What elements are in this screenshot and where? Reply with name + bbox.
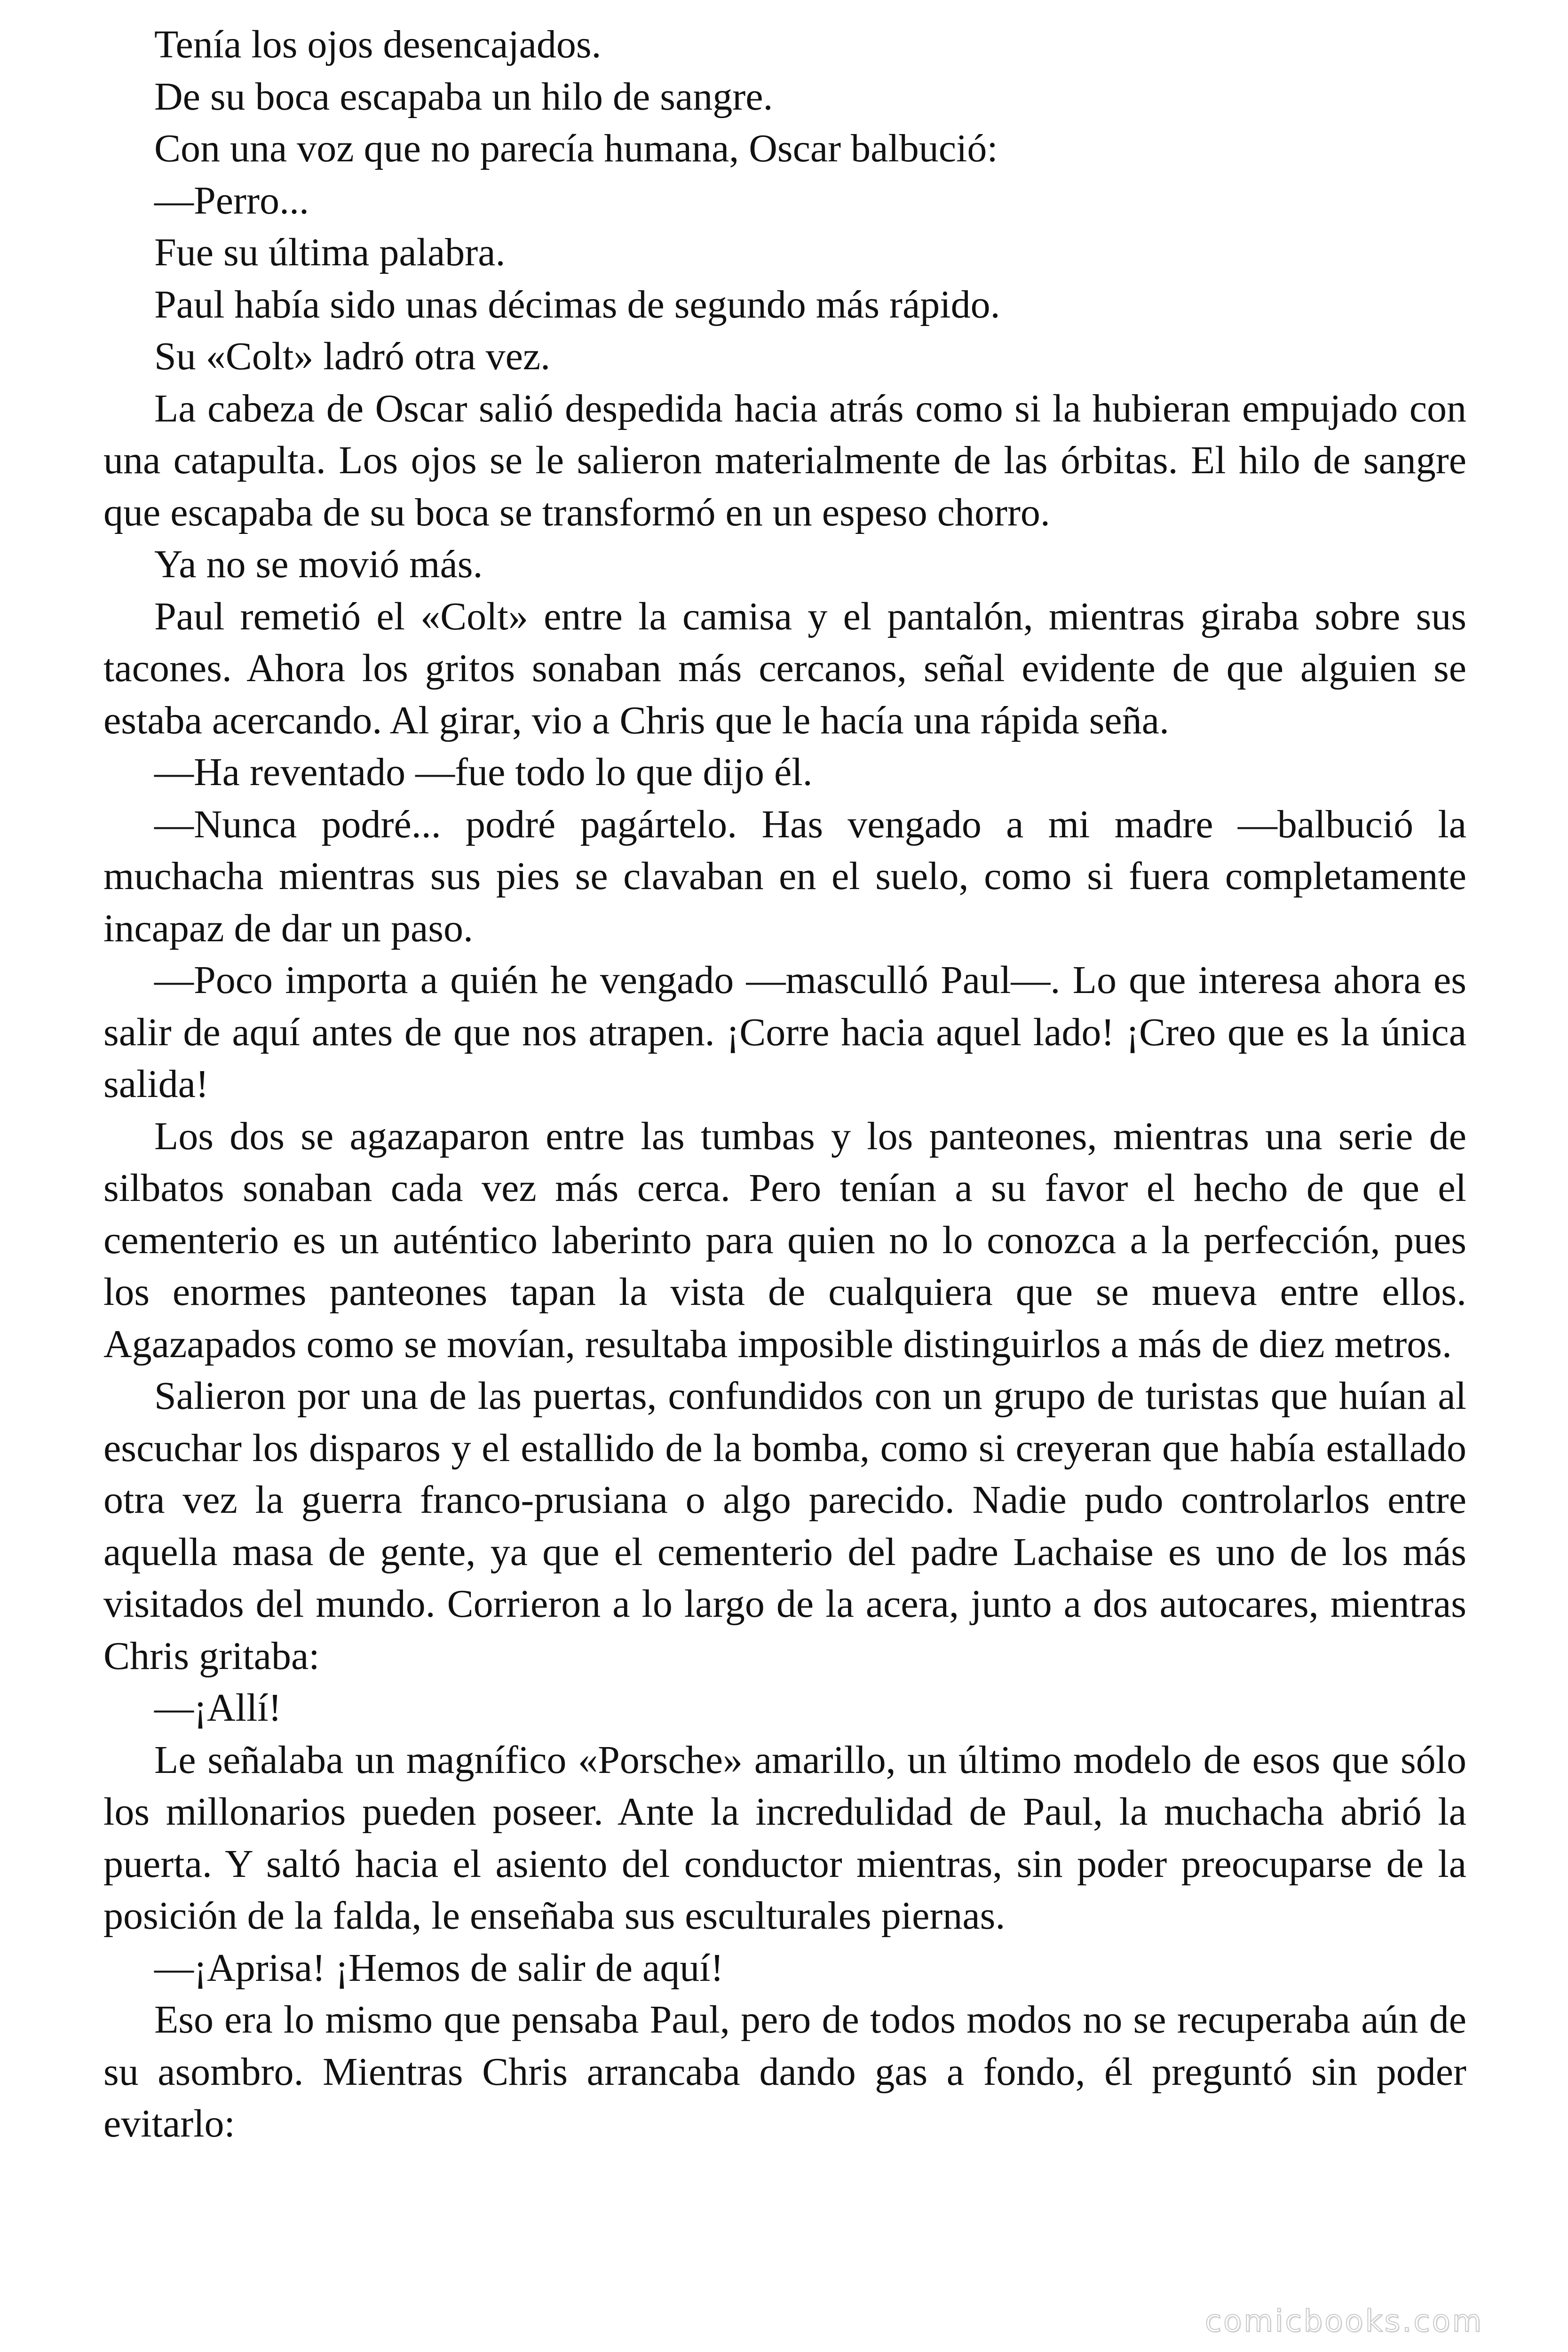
paragraph: La cabeza de Oscar salió despedida hacia atrás como si la hubieran empujado con una catapulta. Los ojos se le salieron materialmente de las órbitas. El hilo de sangre que escapaba de su boca se transformó en un espeso chorro. [103,386,1466,534]
paragraph: Fue su última palabra. [154,230,506,274]
paragraph: Con una voz que no parecía humana, Oscar balbució: [154,127,998,170]
paragraph: De su boca escapaba un hilo de sangre. [154,74,773,119]
watermark: comicbooks.com [1204,2304,1483,2339]
paragraph: Los dos se agazaparon entre las tumbas y los panteones, mientras una serie de silbatos sonaban cada vez más cerca. Pero tenían a su favor el hecho de que el cementerio es un auténtico laberinto para quien no lo conozca a la perfección, pues los enormes panteones tapan la vista de cualquiera que se mueva entre ellos. Agazapados como se movían, resultaba imposible distinguirlos a más de diez metros. [103,1114,1466,1366]
paragraph: Eso era lo mismo que pensaba Paul, pero de todos modos no se recuperaba aún de su asombro. Mientras Chris arrancaba dando gas a fondo, él preguntó sin poder evitarlo: [103,1998,1466,2145]
paragraph: Paul había sido unas décimas de segundo más rápido. [154,282,1000,326]
paragraph: Su «Colt» ladró otra vez. [154,334,551,378]
paragraph: —¡Aprisa! ¡Hemos de salir de aquí! [154,1946,724,1990]
paragraph: Tenía los ojos desencajados. [154,23,602,66]
paragraph: Salieron por una de las puertas, confundidos con un grupo de turistas que huían al escuchar los disparos y el estallido de la bomba, como si creyeran que había estallado otra vez la guerra franco-prusiana o algo parecido. Nadie pudo controlarlos entre aquella masa de gente, ya que el cementerio del padre Lachaise es uno de los más visitados del mundo. Corrieron a lo largo de la acera, junto a dos autocares, mientras Chris gritaba: [103,1374,1466,1678]
paragraph: —Ha reventado —fue todo lo que dijo él. [154,750,813,794]
paragraph: Paul remetió el «Colt» entre la camisa y el pantalón, mientras giraba sobre sus tacones. Ahora los gritos sonaban más cercanos, señal evidente de que alguien se estaba acercando. Al girar, vio a Chris que le hacía una rápida seña. [103,594,1466,742]
paragraph: —Poco importa a quién he vengado —masculló Paul—. Lo que interesa ahora es salir de aquí antes de que nos atrapen. ¡Corre hacia aquel lado! ¡Creo que es la única salida! [103,958,1466,1106]
paragraph: —Perro... [154,178,309,222]
paragraph: Le señalaba un magnífico «Porsche» amarillo, un último modelo de esos que sólo los millonarios pueden poseer. Ante la incredulidad de Paul, la muchacha abrió la puerta. Y saltó hacia el asiento del conductor mientras, sin poder preocuparse de la posición de la falda, le enseñaba sus esculturales piernas. [103,1738,1466,1938]
paragraph: —¡Allí! [154,1686,282,1730]
page-text [103,19,1466,2150]
paragraph: —Nunca podré... podré pagártelo. Has vengado a mi madre —balbució la muchacha mientras sus pies se clavaban en el suelo, como si fuera completamente incapaz de dar un paso. [103,802,1466,950]
paragraph: Ya no se movió más. [154,542,483,586]
